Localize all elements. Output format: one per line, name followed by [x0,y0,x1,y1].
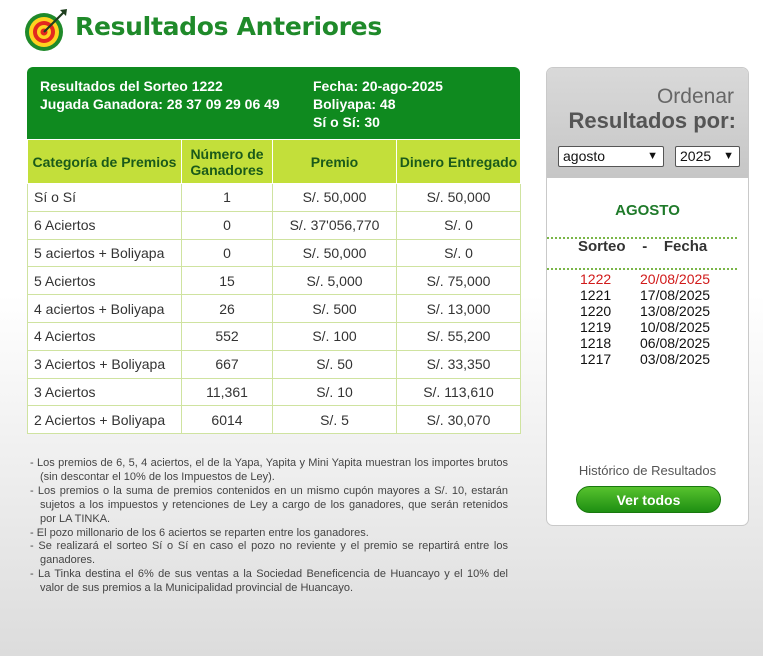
cell-category: 3 Aciertos + Boliyapa [28,350,182,378]
table-row [28,322,521,350]
cell-category: 5 aciertos + Boliyapa [28,239,182,267]
draw-date: 17/08/2025 [640,287,711,303]
boliyapa-label: Boliyapa: 48 [313,96,396,112]
column-header-prize: Premio [273,140,397,184]
table-row [28,406,521,434]
note-item: - La Tinka destina el 6% de sus ventas a la Sociedad Beneficencia de Huancayo y el 10% del valor de sus premios a la Municipalidad provincial de Huancayo. [30,568,508,596]
draw-date: 13/08/2025 [640,303,711,319]
sort-title-line1: Ordenar [656,85,734,108]
divider [547,268,737,270]
cell-category: 5 Aciertos [28,267,182,295]
draw-number: 1221 [580,287,612,303]
note-item: - Se realizará el sorteo Sí o Sí en caso el pozo no reviente y el premio se repartirá entre los ganadores. [30,540,508,568]
chevron-down-icon: ▼ [647,150,658,162]
results-card [27,67,520,434]
draw-list-item[interactable] [580,335,710,351]
table-row [28,350,521,378]
col-fecha: Fecha [663,238,708,255]
cell-prize: S/. 50 [273,350,397,378]
cell-paid: S/. 113,610 [397,378,521,406]
cell-winners: 667 [182,350,273,378]
sort-title-line2: Resultados por: [568,108,736,133]
note-item: - El pozo millonario de los 6 aciertos se reparten entre los ganadores. [30,527,508,541]
si-o-si-label: Sí o Sí: 30 [313,114,380,130]
draw-number: 1219 [580,319,612,335]
cell-category: 4 aciertos + Boliyapa [28,295,182,323]
draw-number: 1220 [580,303,612,319]
prize-table [27,139,521,434]
cell-prize: S/. 10 [273,378,397,406]
cell-prize: S/. 5 [273,406,397,434]
cell-paid: S/. 13,000 [397,295,521,323]
draw-number: 1218 [580,335,612,351]
draw-summary [27,67,520,139]
cell-category: Sí o Sí [28,184,182,212]
table-row [28,211,521,239]
cell-winners: 0 [182,239,273,267]
cell-winners: 26 [182,295,273,323]
cell-winners: 15 [182,267,273,295]
draw-date: 06/08/2025 [640,335,711,351]
table-row [28,184,521,212]
draw-list-item[interactable] [580,287,710,303]
draw-date: 03/08/2025 [640,351,711,367]
cell-winners: 552 [182,322,273,350]
view-all-button[interactable]: Ver todos [576,486,721,513]
draw-list-item[interactable] [580,319,710,335]
winning-numbers-label: Jugada Ganadora: 28 37 09 29 06 49 [40,96,280,112]
cell-prize: S/. 50,000 [273,184,397,212]
table-row [28,267,521,295]
cell-paid: S/. 30,070 [397,406,521,434]
cell-prize: S/. 37'056,770 [273,211,397,239]
sort-panel-header [547,68,748,178]
draw-list-item[interactable] [580,303,710,319]
note-item: - Los premios o la suma de premios contenidos en un mismo cupón mayores a S/. 10, estarán sujetos a los impuestos y retenciones de Ley a cargo de los ganadores, que serán retenidos por LA TINKA. [30,485,508,527]
draw-number: 1222 [580,271,612,287]
cell-paid: S/. 50,000 [397,184,521,212]
cell-paid: S/. 75,000 [397,267,521,295]
draw-list-item[interactable] [580,271,710,287]
draw-date-label: Fecha: 20-ago-2025 [313,78,443,94]
col-sorteo: Sorteo [578,238,626,255]
draw-number: 1217 [580,351,612,367]
note-item: - Los premios de 6, 5, 4 aciertos, el de la Yapa, Yapita y Mini Yapita muestran los importes brutos (sin descontar el 10% de los Impuestos de Ley). [30,457,508,485]
history-label: Histórico de Resultados [578,463,717,478]
draw-number-label: Resultados del Sorteo 1222 [40,78,223,94]
cell-prize: S/. 500 [273,295,397,323]
table-row [28,295,521,323]
target-logo-icon [24,8,68,52]
cell-winners: 11,361 [182,378,273,406]
draw-date: 20/08/2025 [640,271,711,287]
table-row [28,239,521,267]
page-title: Resultados Anteriores [75,12,382,41]
notes-list [30,457,508,596]
cell-paid: S/. 55,200 [397,322,521,350]
cell-prize: S/. 50,000 [273,239,397,267]
column-header-category: Categoría de Premios [28,140,182,184]
month-title: AGOSTO [615,202,680,219]
month-select-value: agosto [563,148,606,164]
draw-date: 10/08/2025 [640,319,711,335]
cell-prize: S/. 5,000 [273,267,397,295]
col-separator: - [642,238,648,255]
table-header-row [28,140,521,184]
cell-winners: 1 [182,184,273,212]
draw-list-item[interactable] [580,351,710,367]
cell-paid: S/. 33,350 [397,350,521,378]
cell-prize: S/. 100 [273,322,397,350]
cell-category: 6 Aciertos [28,211,182,239]
year-select[interactable] [675,146,740,167]
cell-category: 4 Aciertos [28,322,182,350]
cell-winners: 0 [182,211,273,239]
chevron-down-icon: ▼ [723,150,734,162]
cell-paid: S/. 0 [397,239,521,267]
cell-category: 2 Aciertos + Boliyapa [28,406,182,434]
year-select-value: 2025 [680,148,712,164]
column-header-paid: Dinero Entregado [397,140,521,184]
cell-category: 3 Aciertos [28,378,182,406]
table-row [28,378,521,406]
cell-paid: S/. 0 [397,211,521,239]
month-select[interactable] [558,146,664,167]
cell-winners: 6014 [182,406,273,434]
column-header-winners: Número de Ganadores [182,140,273,184]
draw-list-header [578,238,707,255]
sort-panel [546,67,749,526]
